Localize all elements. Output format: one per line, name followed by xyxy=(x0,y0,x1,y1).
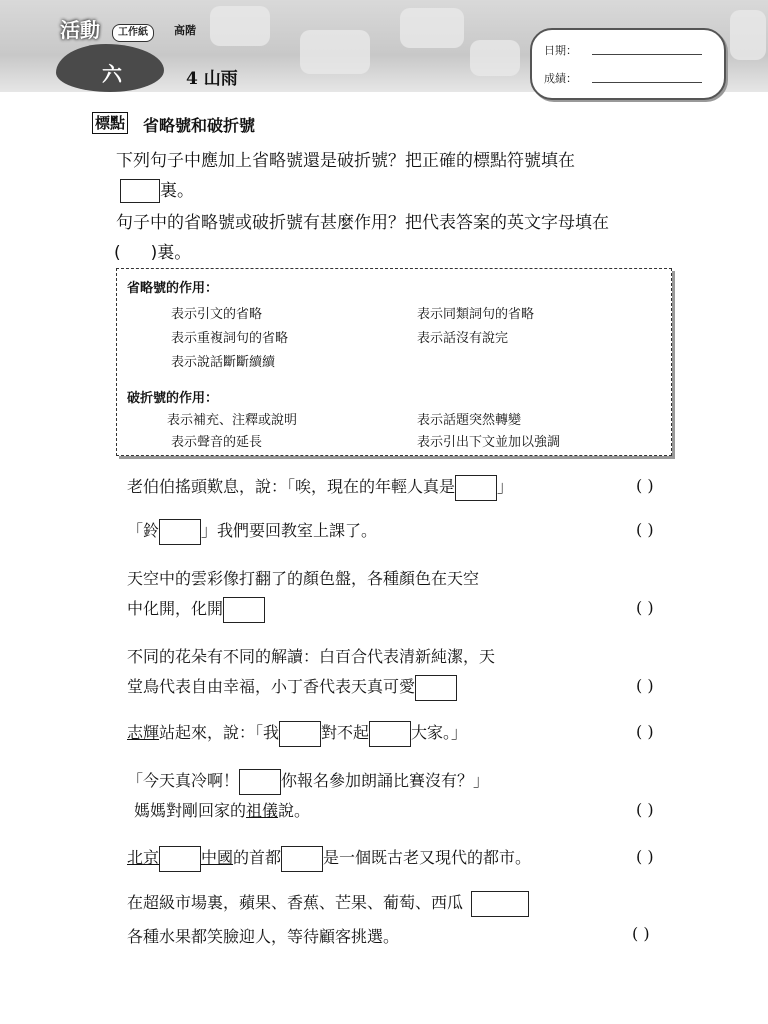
question-1: 老伯伯搖頭歎息，說：「唉，現在的年輕人真是 」 xyxy=(127,474,513,501)
sample-box xyxy=(120,179,160,203)
ellipsis-heading: 省略號的作用： xyxy=(127,281,219,296)
punctuation-blank[interactable] xyxy=(369,721,411,747)
puzzle-decoration xyxy=(470,40,520,76)
puzzle-decoration xyxy=(730,10,766,60)
score-field[interactable] xyxy=(592,82,702,83)
dash-use: 表示話題突然轉變 xyxy=(417,413,522,428)
instruction-line-2: 裏。 xyxy=(120,176,194,203)
question-4-line-2: 堂鳥代表自由幸福，小丁香代表天真可愛 xyxy=(127,674,457,701)
punctuation-blank[interactable] xyxy=(159,519,201,545)
answer-bracket[interactable]: ( ) xyxy=(632,924,650,943)
question-8-line-1: 在超級市場裏，蘋果、香蕉、芒果、葡萄、西瓜 xyxy=(127,890,529,917)
question-8-line-2: 各種水果都笑臉迎人，等待顧客挑選。 xyxy=(127,927,400,946)
punctuation-blank[interactable] xyxy=(279,721,321,747)
punctuation-blank[interactable] xyxy=(239,769,281,795)
dash-use: 表示引出下文並加以強調 xyxy=(417,435,561,450)
level-label: 高階 xyxy=(174,24,196,37)
question-2: 「鈴 」我們要回教室上課了。 xyxy=(127,518,377,545)
date-field[interactable] xyxy=(592,54,702,55)
page-header xyxy=(0,0,768,92)
ellipsis-use: 表示說話斷斷續續 xyxy=(171,355,276,370)
dash-heading: 破折號的作用： xyxy=(127,391,219,406)
activity-label: 活動 xyxy=(60,18,100,42)
answer-bracket[interactable]: ( ) xyxy=(636,847,654,866)
puzzle-decoration xyxy=(400,8,464,48)
ellipsis-use: 表示引文的省略 xyxy=(171,307,263,322)
question-5: 志輝站起來，說：「我 對不起 大家。」 xyxy=(127,720,467,747)
puzzle-decoration xyxy=(210,6,270,46)
section-tag: 標點 xyxy=(92,112,128,134)
punctuation-blank[interactable] xyxy=(471,891,529,917)
date-score-box xyxy=(530,28,726,100)
question-6-line-2: 媽媽對剛回家的祖儀說。 xyxy=(134,801,311,820)
answer-bracket[interactable]: ( ) xyxy=(636,520,654,539)
instruction-line-3: 句子中的省略號或破折號有甚麼作用？把代表答案的英文字母填在 xyxy=(116,213,609,233)
lesson-title: 4 山雨 xyxy=(186,69,238,89)
puzzle-decoration xyxy=(300,30,370,74)
usage-legend xyxy=(116,268,672,456)
unit-number: 六 xyxy=(102,62,122,86)
score-label: 成績： xyxy=(544,72,577,85)
answer-bracket[interactable]: ( ) xyxy=(636,722,654,741)
punctuation-blank[interactable] xyxy=(281,846,323,872)
ellipsis-use: 表示話沒有說完 xyxy=(417,331,509,346)
instruction-line-4: ( )裏。 xyxy=(114,243,192,263)
question-3-line-2: 中化開，化開 xyxy=(127,596,265,623)
punctuation-blank[interactable] xyxy=(223,597,265,623)
question-3-line-1: 天空中的雲彩像打翻了的顏色盤，各種顏色在天空 xyxy=(127,569,480,588)
date-label: 日期： xyxy=(544,44,577,57)
worksheet-badge: 工作紙 xyxy=(112,24,154,42)
question-4-line-1: 不同的花朵有不同的解讀：白百合代表清新純潔，天 xyxy=(127,647,496,666)
instruction-line-1: 下列句子中應加上省略號還是破折號？把正確的標點符號填在 xyxy=(116,151,575,171)
question-7: 北京 中國的首都 是一個既古老又現代的都市。 xyxy=(127,845,531,872)
answer-bracket[interactable]: ( ) xyxy=(636,598,654,617)
section-title: 省略號和破折號 xyxy=(143,116,256,135)
answer-bracket[interactable]: ( ) xyxy=(636,676,654,695)
ellipsis-use: 表示同類詞句的省略 xyxy=(417,307,535,322)
dash-use: 表示聲音的延長 xyxy=(171,435,263,450)
dash-use: 表示補充、注釋或說明 xyxy=(167,413,298,428)
answer-bracket[interactable]: ( ) xyxy=(636,800,654,819)
question-6-line-1: 「今天真冷啊！ 你報名參加朗誦比賽沒有？」 xyxy=(127,768,489,795)
punctuation-blank[interactable] xyxy=(455,475,497,501)
punctuation-blank[interactable] xyxy=(415,675,457,701)
answer-bracket[interactable]: ( ) xyxy=(636,476,654,495)
ellipsis-use: 表示重複詞句的省略 xyxy=(171,331,289,346)
punctuation-blank[interactable] xyxy=(159,846,201,872)
